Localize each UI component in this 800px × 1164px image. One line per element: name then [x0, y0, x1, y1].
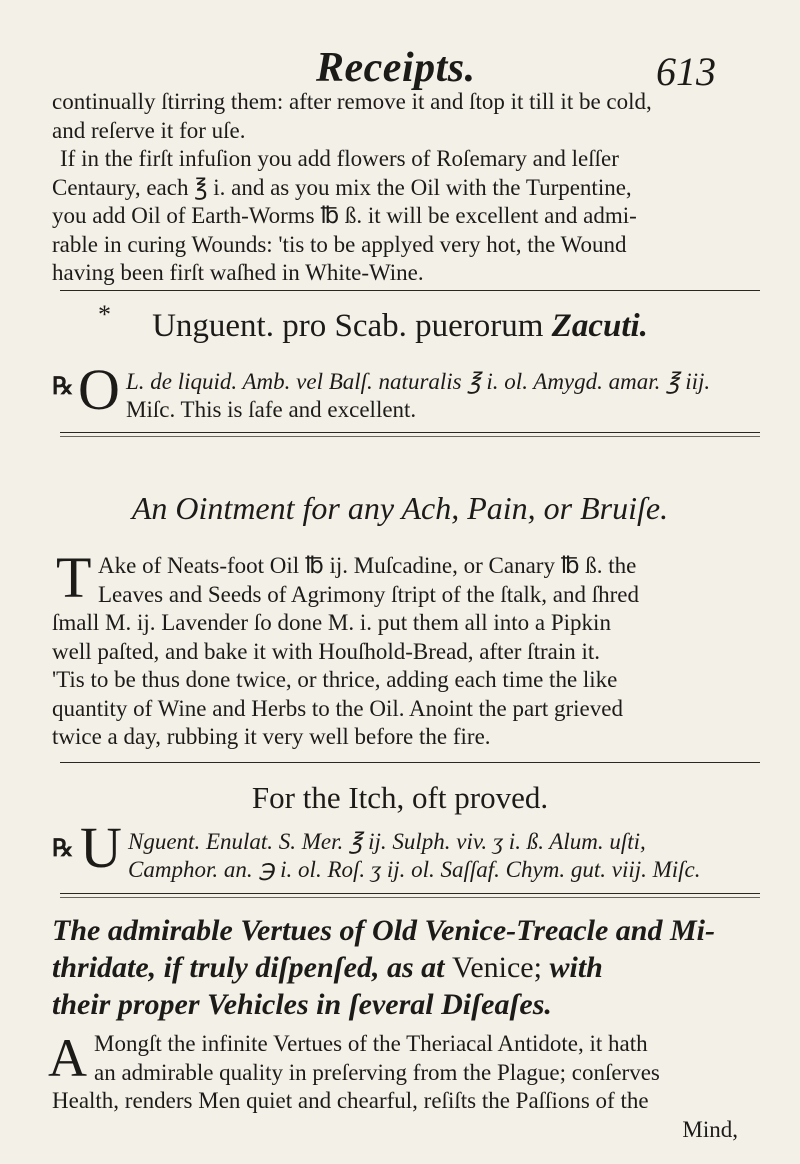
intro-line: continually ſtirring them: after remove it and ſtop it till it be cold, — [52, 89, 652, 114]
recipe-body-scab — [126, 368, 786, 424]
heading-author: Zacuti. — [551, 308, 648, 344]
recipe-line: an admirable quality in preſerving from the Plague; conſerves — [94, 1059, 660, 1085]
heading-line — [52, 949, 768, 986]
intro-line: Centaury, each ℥ i. and as you mix the Oil with the Turpentine, — [52, 174, 632, 200]
intro-line: having been firſt waſhed in White-Wine. — [52, 260, 424, 285]
section-divider-thin — [60, 897, 760, 898]
drop-cap: A — [48, 1028, 87, 1088]
intro-line: rable in curing Wounds: 'tis to be applyed very hot, the Wound — [52, 231, 627, 257]
heading-fragment: with — [549, 951, 603, 984]
recipe-body-venice-treacle — [48, 1028, 768, 1144]
recipe-line: Health, renders Men quiet and chearful, reſiſts the Paſſions of the — [52, 1088, 649, 1113]
recipe-body-itch — [128, 828, 788, 884]
recipe-heading-scab — [0, 308, 800, 345]
section-divider — [60, 893, 760, 894]
intro-paragraph — [52, 88, 764, 288]
recipe-body-ointment — [52, 545, 768, 752]
recipe-line: Ake of Neats-foot Oil ℔ ij. Muſcadine, or Canary ℔ ß. the — [98, 553, 637, 578]
heading-text: Unguent. pro Scab. puerorum — [152, 308, 544, 344]
intro-line: and reſerve it for uſe. — [52, 117, 246, 143]
catchword: Mind, — [682, 1116, 738, 1142]
recipe-line: Leaves and Seeds of Agrimony ſtript of the ſtalk, and ſhred — [98, 581, 640, 607]
section-divider — [60, 432, 760, 433]
heading-fragment: thridate, if truly diſpenſed, as at — [52, 951, 445, 984]
recipe-line: Nguent. Enulat. S. Mer. ℥ ij. Sulph. viv. ʒ i. ß. Alum. uſti, — [128, 829, 646, 854]
section-divider — [60, 762, 760, 763]
asterisk-mark: * — [98, 300, 111, 329]
recipe-line: 'Tis to be thus done twice, or thrice, adding each time the like — [52, 667, 618, 692]
page-number: 613 — [656, 49, 716, 94]
drop-cap: U — [80, 815, 122, 880]
recipe-heading-ointment: An Ointment for any Ach, Pain, or Bruiſe. — [131, 490, 669, 526]
recipe-line: ſmall M. ij. Lavender ſo done M. i. put them all into a Pipkin — [52, 610, 611, 635]
heading-line: The admirable Vertues of Old Venice-Treacle and Mi- — [52, 914, 715, 947]
drop-cap: T — [56, 545, 92, 610]
heading-venice: Venice; — [452, 951, 542, 984]
section-divider-thin — [60, 436, 760, 437]
recipe-heading-venice-treacle — [52, 912, 768, 1023]
recipe-line: twice a day, rubbing it very well before the fire. — [52, 724, 491, 749]
intro-line: you add Oil of Earth-Worms ℔ ß. it will be excellent and admi- — [52, 203, 637, 228]
recipe-line: well paſted, and bake it with Houſhold-Bread, after ſtrain it. — [52, 638, 601, 664]
intro-line: If in the firſt infuſion you add flowers of Roſemary and leſſer — [60, 146, 619, 171]
rx-symbol: ℞ — [52, 836, 74, 862]
recipe-line: Miſc. This is ſafe and excellent. — [126, 397, 417, 422]
heading-line: their proper Vehicles in ſeveral Diſeaſes. — [52, 988, 552, 1021]
recipe-heading-itch: For the Itch, oft proved. — [251, 780, 549, 815]
recipe-line: L. de liquid. Amb. vel Balſ. naturalis ℥ i. ol. Amygd. amar. ℥ iij. — [126, 369, 711, 394]
recipe-line: Camphor. an. ℈ i. ol. Roſ. ʒ ij. ol. Saſſaf. Chym. gut. viij. Miſc. — [128, 857, 701, 882]
section-divider — [60, 290, 760, 291]
running-title: Receipts. — [316, 45, 476, 91]
recipe-line: quantity of Wine and Herbs to the Oil. Anoint the part grieved — [52, 695, 623, 721]
rx-symbol: ℞ — [52, 374, 74, 400]
drop-cap: O — [78, 357, 120, 422]
recipe-line: Mongſt the infinite Vertues of the Theriacal Antidote, it hath — [94, 1031, 648, 1056]
